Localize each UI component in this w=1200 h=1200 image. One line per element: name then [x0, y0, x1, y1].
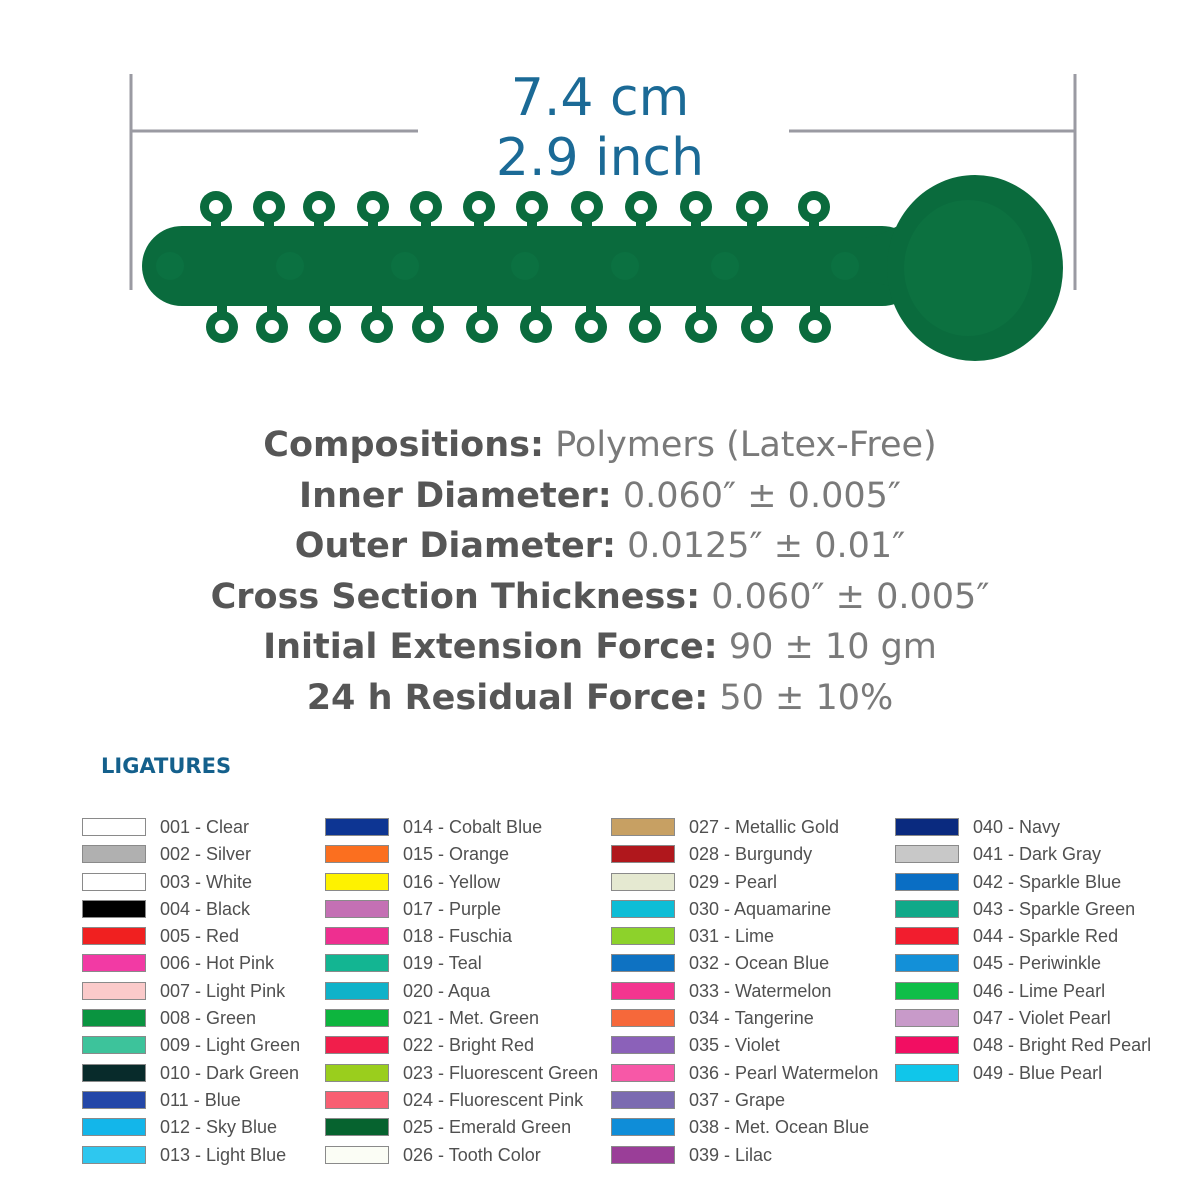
color-swatch [611, 1009, 675, 1027]
color-option-label: 017 - Purple [403, 898, 502, 919]
ring-hole [689, 200, 703, 214]
color-swatch [611, 1091, 675, 1109]
color-swatch [82, 900, 146, 918]
spec-label: Cross Section Thickness: [210, 576, 701, 617]
color-option-label: 032 - Ocean Blue [689, 953, 830, 974]
color-option-label: 006 - Hot Pink [160, 953, 275, 974]
strip-dimple [511, 252, 539, 280]
color-swatch [325, 845, 389, 863]
color-swatch [82, 1146, 146, 1164]
strip-dimple [711, 252, 739, 280]
color-option-label: 002 - Silver [160, 844, 252, 865]
spec-cross-section-thickness [0, 572, 1200, 623]
color-option-label: 038 - Met. Ocean Blue [689, 1117, 870, 1138]
color-swatch [82, 1009, 146, 1027]
product-figure [0, 0, 1200, 380]
color-swatch [895, 900, 959, 918]
spec-label: Compositions: [263, 425, 544, 465]
color-swatch [611, 818, 675, 836]
color-option-label: 042 - Sparkle Blue [973, 871, 1122, 892]
spec-compositions [0, 420, 1200, 471]
color-option-label: 045 - Periwinkle [973, 953, 1102, 974]
color-swatch [611, 982, 675, 1000]
ring-hole [366, 200, 380, 214]
color-option-label: 049 - Blue Pearl [973, 1062, 1103, 1083]
spec-outer-diameter [0, 521, 1200, 572]
spec-value: 50 ± 10% [708, 677, 894, 718]
color-option-label: 011 - Blue [160, 1089, 241, 1110]
ligatures-title: LIGATURES [101, 754, 232, 778]
spec-value: 0.0125″ ± 0.01″ [615, 526, 906, 566]
ring-hole [370, 320, 384, 334]
color-option-label: 034 - Tangerine [689, 1008, 814, 1029]
ring-hole [807, 200, 821, 214]
ring-hole [318, 320, 332, 334]
spec-inner-diameter [0, 471, 1200, 522]
color-swatch [611, 1118, 675, 1136]
color-option-label: 021 - Met. Green [403, 1008, 540, 1029]
color-option-label: 023 - Fluorescent Green [403, 1062, 599, 1083]
color-option-label: 008 - Green [160, 1008, 257, 1029]
color-swatch [82, 845, 146, 863]
color-swatch [611, 1146, 675, 1164]
color-option-label: 024 - Fluorescent Pink [403, 1089, 584, 1110]
color-swatch [82, 818, 146, 836]
color-swatch [325, 927, 389, 945]
color-swatch [325, 982, 389, 1000]
color-swatch [325, 1064, 389, 1082]
length-cm-label: 7.4 cm [510, 68, 690, 128]
strip-dimple [831, 252, 859, 280]
ring-hole [421, 320, 435, 334]
ring-hole [694, 320, 708, 334]
ring-hole [209, 200, 223, 214]
color-swatch [325, 1118, 389, 1136]
color-option-label: 026 - Tooth Color [403, 1144, 541, 1165]
ring-hole [808, 320, 822, 334]
color-option-label: 016 - Yellow [403, 871, 501, 892]
color-swatch [895, 818, 959, 836]
color-option-label: 012 - Sky Blue [160, 1117, 278, 1138]
color-swatch [82, 1091, 146, 1109]
specifications [0, 420, 1200, 723]
color-option-label: 040 - Navy [973, 817, 1061, 837]
color-option-label: 028 - Burgundy [689, 844, 813, 865]
color-option-label: 013 - Light Blue [160, 1144, 287, 1165]
paddle-inner [904, 200, 1032, 336]
color-swatch [895, 1009, 959, 1027]
color-swatch [611, 1064, 675, 1082]
color-swatch [611, 873, 675, 891]
color-option-label: 015 - Orange [403, 844, 510, 865]
color-option-label: 029 - Pearl [689, 871, 778, 892]
color-option-label: 046 - Lime Pearl [973, 980, 1106, 1001]
ring-hole [312, 200, 326, 214]
color-swatch [611, 1036, 675, 1054]
ring-hole [262, 200, 276, 214]
color-swatch [895, 1036, 959, 1054]
color-swatch [82, 1064, 146, 1082]
ring-hole [525, 200, 539, 214]
spec-initial-extension-force [0, 622, 1200, 673]
spec-value: 0.060″ ± 0.005″ [611, 475, 901, 516]
strip-dimple [276, 252, 304, 280]
color-option-label: 020 - Aqua [403, 980, 491, 1001]
color-option-label: 001 - Clear [160, 817, 250, 837]
color-option-label: 027 - Metallic Gold [689, 817, 840, 837]
strip-dimple [611, 252, 639, 280]
ring-hole [475, 320, 489, 334]
color-option-label: 019 - Teal [403, 953, 482, 974]
color-option-label: 047 - Violet Pearl [973, 1008, 1111, 1029]
color-option-label: 003 - White [160, 871, 253, 892]
ring-hole [215, 320, 229, 334]
color-swatch [82, 982, 146, 1000]
spec-label: 24 h Residual Force: [306, 677, 709, 718]
spec-value: 0.060″ ± 0.005″ [700, 576, 990, 617]
ring-hole [580, 200, 594, 214]
ring-hole [419, 200, 433, 214]
color-swatch [325, 818, 389, 836]
color-swatch [82, 1118, 146, 1136]
color-swatch [895, 954, 959, 972]
color-option-label: 022 - Bright Red [403, 1035, 535, 1056]
color-swatch [325, 1009, 389, 1027]
color-option-label: 033 - Watermelon [689, 980, 832, 1001]
color-option-label: 036 - Pearl Watermelon [689, 1062, 879, 1083]
ring-hole [472, 200, 486, 214]
ring-hole [745, 200, 759, 214]
ring-hole [529, 320, 543, 334]
color-option-label: 014 - Cobalt Blue [403, 817, 543, 837]
ring-hole [750, 320, 764, 334]
color-swatch [325, 954, 389, 972]
color-swatch [325, 873, 389, 891]
spec-label: Outer Diameter: [294, 526, 616, 566]
color-option-label: 035 - Violet [689, 1035, 780, 1056]
color-swatch [82, 927, 146, 945]
color-swatch [895, 1064, 959, 1082]
spec-value: Polymers (Latex-Free) [543, 425, 937, 465]
color-option-label: 041 - Dark Gray [973, 844, 1102, 865]
color-option-label: 037 - Grape [689, 1089, 786, 1110]
color-option-label: 030 - Aquamarine [689, 898, 832, 919]
color-option-label: 018 - Fuschia [403, 926, 513, 947]
spec-value: 90 ± 10 gm [717, 627, 937, 667]
ring-hole [634, 200, 648, 214]
color-option-label: 004 - Black [160, 898, 251, 919]
color-swatch [611, 927, 675, 945]
color-swatch [325, 1146, 389, 1164]
color-swatch [611, 845, 675, 863]
strip-dimple [391, 252, 419, 280]
strip-dimple [156, 252, 184, 280]
color-swatch [82, 873, 146, 891]
color-option-label: 048 - Bright Red Pearl [973, 1035, 1152, 1056]
ring-hole [584, 320, 598, 334]
ring-hole [638, 320, 652, 334]
color-option-label: 010 - Dark Green [160, 1062, 300, 1083]
color-swatch [82, 1036, 146, 1054]
color-swatch [895, 873, 959, 891]
ring-hole [265, 320, 279, 334]
color-swatch [325, 900, 389, 918]
color-swatch [325, 1091, 389, 1109]
spec-label: Initial Extension Force: [263, 627, 718, 667]
color-option-label: 005 - Red [160, 926, 240, 947]
color-option-label: 009 - Light Green [160, 1035, 301, 1056]
spec-residual-force [0, 673, 1200, 724]
color-swatch [325, 1036, 389, 1054]
color-swatch [611, 900, 675, 918]
spec-label: Inner Diameter: [299, 475, 612, 516]
color-option-label: 031 - Lime [689, 926, 775, 947]
color-swatch [895, 927, 959, 945]
color-swatch [895, 982, 959, 1000]
color-swatch [895, 845, 959, 863]
ligature-strip-image [142, 175, 1063, 361]
color-option-label: 007 - Light Pink [160, 980, 286, 1001]
length-inch-label: 2.9 inch [495, 128, 705, 188]
color-option-label: 043 - Sparkle Green [973, 898, 1136, 919]
color-option-label: 039 - Lilac [689, 1144, 773, 1165]
color-option-label: 025 - Emerald Green [403, 1117, 572, 1138]
color-swatch [82, 954, 146, 972]
color-swatch [611, 954, 675, 972]
color-option-label: 044 - Sparkle Red [973, 926, 1119, 947]
